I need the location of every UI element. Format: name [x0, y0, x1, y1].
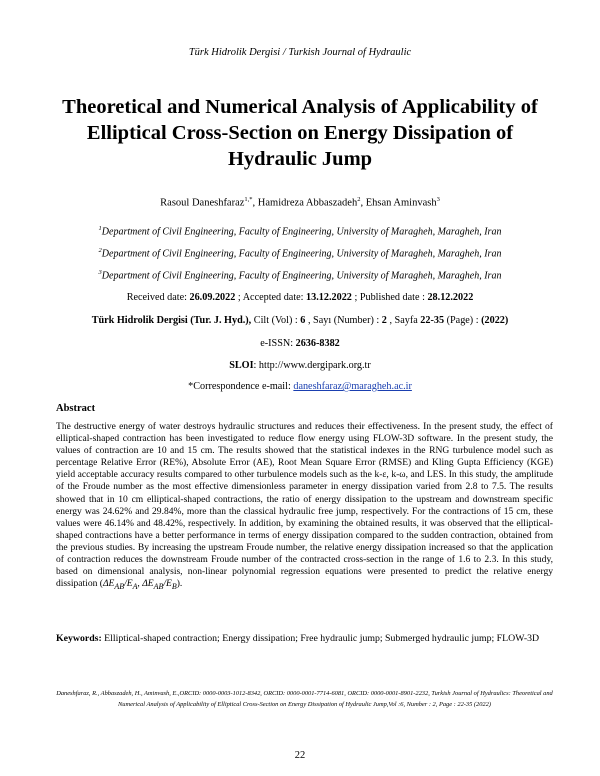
affiliation: [0, 225, 600, 237]
paper-title: Theoretical and Numerical Analysis of Applicability of Elliptical Cross-Section on Energy Dissipation of Hydraulic Jump: [62, 96, 538, 170]
pages-label: , Sayfa: [386, 315, 421, 326]
affiliation-text: Department of Civil Engineering, Faculty of Engineering, University of Maragheh, Maragheh, Iran: [101, 248, 502, 260]
received-label: Received date:: [126, 292, 190, 303]
affiliation-sup: 2: [98, 247, 102, 254]
formula-delta-e: ΔE: [102, 578, 115, 590]
affiliation: [0, 247, 600, 259]
formula-sub: AB: [114, 582, 125, 592]
abstract-end: ).: [176, 578, 183, 590]
eissn-line: [0, 338, 600, 349]
citation-footer: Daneshfaraz, R., Abbaszadeh, H., Aminvash, E.,ORCID: 0000-0003-1012-8342, ORCID: 0000-0001-7714-6081, ORCID: 0000-0001-8901-2232, Turkish Journal of Hydraulics: Theoretical and Numerical Analysis of Applicability of Elliptical Cross-Section on Energy Dissipation of Hydraulic Jump,Vol :6, Number : 2, Page : 22-35 (2022): [56, 690, 553, 708]
formula-delta-e: ΔE: [142, 578, 154, 590]
affiliation-text: Department of Civil Engineering, Faculty of Engineering, University of Maragheh, Maragheh, Iran: [101, 270, 502, 282]
author-name: Hamidreza Abbaszadeh: [257, 197, 358, 209]
page-label: (Page) :: [444, 315, 482, 326]
eissn-label: e-ISSN:: [260, 338, 296, 349]
formula-sub: A: [132, 582, 138, 592]
correspondence-line: [0, 381, 600, 392]
keywords-text: Elliptical-shaped contraction; Energy dissipation; Free hydraulic jump; Submerged hydraulic jump; FLOW-3D: [101, 633, 540, 644]
volume-label: Cilt (Vol) :: [251, 315, 301, 326]
journal-header: Türk Hidrolik Dergisi / Turkish Journal of Hydraulic: [188, 47, 412, 58]
issue-label: , Sayı (Number) :: [305, 315, 382, 326]
abstract-body: The destructive energy of water destroys hydraulic structures and reduces their effectiveness. In the present study, the effect of elliptical-shaped contraction has been investigated to reduce flow energy using FLOW-3D software. In the present study, the values of contraction are 10 and 15 cm. The results showed that the statistical indexes in the RNG turbulence model such as percentage Relative Error (RE%), Absolute Error (AE), Root Mean Square Error (RMSE) and Kling Gupta Efficiency (KGE) yield acceptable accuracy results compared to other turbulence models such as the k-ε, k-ω, and LES. In this study, the amplitude of the Froude number as the most effective dimensionless parameter in energy dissipation varied from 2.8 to 7.5. The results showed that in 10 cm elliptical-shaped contractions, the ratio of energy dissipation to the upstream and downstream specific energy was 24.62% and 29.84%, more than the classical hydraulic free jump, respectively. For the contractions of 15 cm, these values were 46.14% and 48.42%, respectively. In addition, by examining the obtained results, it was observed that the elliptical-shaped contractions have a better performance in terms of energy dissipation compared to the sudden contraction, obtained from the previous studies. By increasing the upstream Froude number, the relative energy dissipation increased so that the application of contraction reduces the downstream Froude number of the contracted cross-section in the range of 1.6 to 2.3. In this study, based on dimensional analysis, non-linear polynomial regression equations were presented to predict the relative energy dissipation (: [56, 421, 553, 590]
volume-line: [0, 315, 600, 326]
page-number: 22: [294, 750, 306, 761]
affiliation-sup: 3: [98, 269, 102, 276]
formula-sub: B: [171, 582, 177, 592]
abstract-heading: Abstract: [56, 403, 96, 414]
affiliation-sup: 1: [98, 225, 102, 232]
author-sep: ,: [252, 197, 258, 209]
author-list: [0, 196, 600, 209]
correspondence-label: *Correspondence e-mail:: [188, 381, 294, 392]
author-sup: 1,*: [244, 196, 253, 203]
formula-part: /E: [124, 578, 133, 590]
volume-number: 6: [300, 315, 306, 326]
accepted-date: 13.12.2022: [306, 292, 352, 303]
formula-sub: AB: [153, 582, 164, 592]
dates-line: [0, 292, 600, 303]
sloi-value: : http://www.dergipark.org.tr: [253, 360, 371, 371]
sloi-line: [0, 360, 600, 371]
sloi-label: SLOI: [229, 360, 254, 371]
affiliation-text: Department of Civil Engineering, Faculty of Engineering, University of Maragheh, Maragheh, Iran: [101, 226, 502, 238]
affiliation: [0, 269, 600, 281]
abstract-text: [56, 421, 553, 593]
published-label: ; Published date :: [351, 292, 428, 303]
pages-range: 22-35: [420, 315, 445, 326]
author-sup: 2: [357, 196, 361, 203]
eissn-value: 2636-8382: [295, 338, 340, 349]
published-date: 28.12.2022: [427, 292, 474, 303]
author-sep: ,: [360, 197, 366, 209]
author-name: Rasoul Daneshfaraz: [160, 197, 245, 209]
journal-name: Türk Hidrolik Dergisi (Tur. J. Hyd.),: [91, 315, 252, 326]
author-name: Ehsan Aminvash: [365, 197, 437, 209]
formula-part: /E: [163, 578, 172, 590]
keywords: [56, 633, 553, 646]
formula-sep: ,: [137, 578, 143, 590]
author-sup: 3: [436, 196, 440, 203]
year: (2022): [481, 315, 509, 326]
received-date: 26.09.2022: [189, 292, 236, 303]
keywords-label: Keywords:: [56, 633, 102, 644]
accepted-label: ; Accepted date:: [235, 292, 307, 303]
correspondence-email-link[interactable]: daneshfaraz@maragheh.ac.ir: [293, 381, 412, 392]
issue-number: 2: [381, 315, 387, 326]
